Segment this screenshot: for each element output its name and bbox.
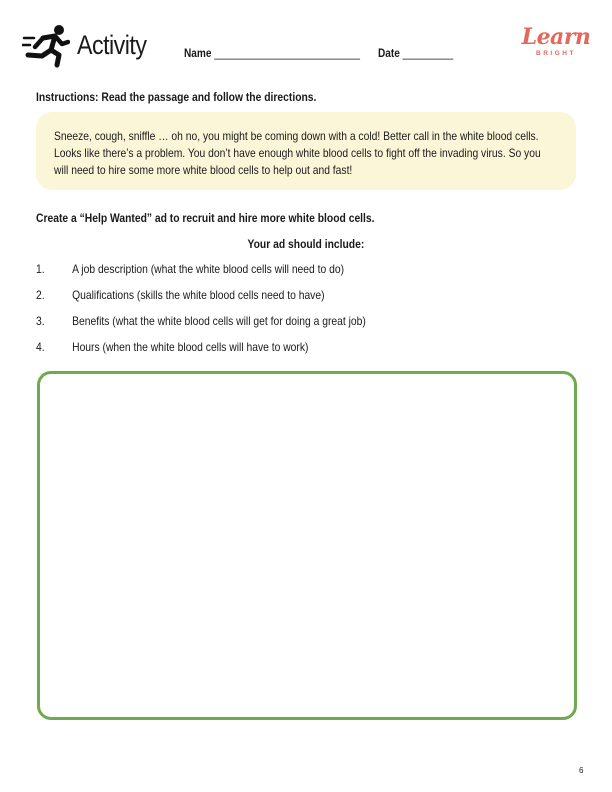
subheading-text: Your ad should include: — [247, 237, 365, 251]
subheading — [0, 237, 612, 251]
name-blank[interactable]: __________________________ — [214, 46, 361, 60]
date-field[interactable] — [378, 47, 453, 59]
ad-answer-box[interactable] — [37, 371, 577, 720]
list-item — [36, 340, 308, 354]
date-label: Date — [378, 46, 400, 60]
list-item-number: 1. — [36, 262, 45, 276]
learn-bright-logo — [518, 26, 594, 66]
list-item-number: 3. — [36, 314, 45, 328]
list-item-text: Hours (when the white blood cells will have to work) — [72, 340, 309, 354]
list-item-text: A job description (what the white blood cells will need to do) — [72, 262, 345, 276]
page-title: Activity — [77, 30, 147, 60]
list-item-number: 4. — [36, 340, 45, 354]
list-item-number: 2. — [36, 288, 45, 302]
passage-text: Sneeze, cough, sniffle … oh no, you might be coming down with a cold! Better call in the white blood cells. Looks like there’s a problem. You don’t have enough white blood cells to fight off the invading virus. So you will need to hire some more white blood cells to help out and fast! — [54, 129, 541, 177]
page-number: 6 — [579, 766, 584, 775]
list-item — [36, 314, 366, 328]
running-figure-icon — [22, 24, 70, 68]
list-item-text: Qualifications (skills the white blood cells need to have) — [72, 288, 325, 302]
logo-word: Learn — [521, 24, 591, 50]
list-item-text: Benefits (what the white blood cells will get for doing a great job) — [72, 314, 366, 328]
activity-prompt: Create a “Help Wanted” ad to recruit and hire more white blood cells. — [36, 211, 375, 225]
instructions: Instructions: Read the passage and follow the directions. — [36, 90, 317, 104]
logo-subtitle: BRIGHT — [536, 50, 576, 57]
name-label: Name — [184, 46, 212, 60]
list-item — [36, 288, 325, 302]
list-item — [36, 262, 344, 276]
name-field[interactable] — [184, 47, 360, 59]
passage-box — [36, 112, 576, 190]
date-blank[interactable]: _________ — [402, 46, 454, 60]
